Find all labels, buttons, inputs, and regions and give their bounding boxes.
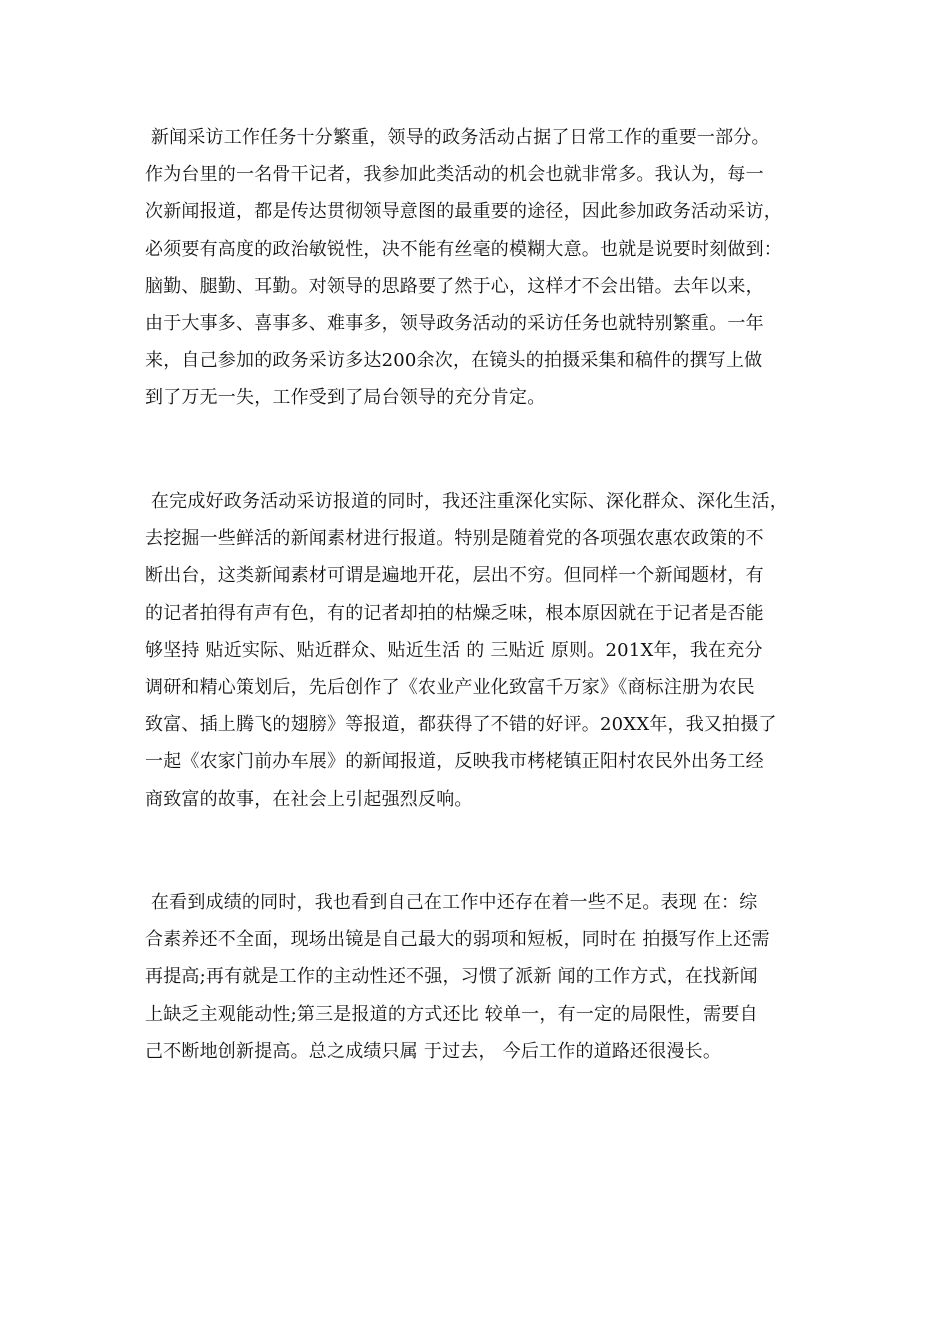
text-line: 己不断地创新提高。总之成绩只属 于过去， 今后工作的道路还很漫长。 (145, 1040, 722, 1062)
text-line: 商致富的故事，在社会上引起强烈反响。 (145, 788, 473, 810)
text-line: 在看到成绩的同时，我也看到自己在工作中还存在着一些不足。表现 在：综 (145, 892, 758, 913)
paragraph-2 (145, 483, 825, 818)
text-line: 作为台里的一名骨干记者，我参加此类活动的机会也就非常多。我认为，每一 (145, 164, 764, 186)
paragraph-1 (145, 119, 825, 417)
text-line: 调研和精心策划后，先后创作了《农业产业化致富千万家》《商标注册为农民 (145, 676, 755, 698)
text-line: 在完成好政务活动采访报道的同时，我还注重深化实际、深化群众、深化生活， (145, 491, 788, 512)
text-line: 由于大事多、喜事多、难事多，领导政务活动的采访任务也就特别繁重。一年 (145, 312, 764, 334)
text-line: 到了万无一失，工作受到了局台领导的充分肯定。 (145, 387, 546, 409)
text-line: 次新闻报道，都是传达贯彻领导意图的最重要的途径，因此参加政务活动采访， (145, 201, 782, 223)
text-line: 新闻采访工作任务十分繁重，领导的政务活动占据了日常工作的重要一部分。 (145, 127, 770, 148)
text-line: 上缺乏主观能动性;第三是报道的方式还比 较单一，有一定的局限性，需要自 (145, 1003, 758, 1025)
text-line: 的记者拍得有声有色，有的记者却拍的枯燥乏味，根本原因就在于记者是否能 (145, 602, 764, 624)
text-line: 一起《农家门前办车展》的新闻报道，反映我市栲栳镇正阳村农民外出务工经 (145, 751, 764, 773)
text-line: 再提高;再有就是工作的主动性还不强，习惯了派新 闻的工作方式，在找新闻 (145, 966, 758, 988)
text-line: 脑勤、腿勤、耳勤。对领导的思路要了然于心，这样才不会出错。去年以来， (145, 275, 764, 297)
paragraph-3 (145, 884, 825, 1070)
text-line: 去挖掘一些鲜活的新闻素材进行报道。特别是随着党的各项强农惠农政策的不 (145, 528, 764, 550)
text-line: 合素养还不全面，现场出镜是自己最大的弱项和短板，同时在 拍摄写作上还需 (145, 929, 770, 951)
text-line: 必须要有高度的政治敏锐性，决不能有丝毫的模糊大意。也就是说要时刻做到： (145, 238, 782, 260)
text-line: 来，自己参加的政务采访多达200余次，在镜头的拍摄采集和稿件的撰写上做 (145, 350, 763, 372)
text-line: 致富、插上腾飞的翅膀》等报道，都获得了不错的好评。20XX年，我又拍摄了 (145, 714, 777, 736)
text-line: 够坚持 贴近实际、贴近群众、贴近生活 的 三贴近 原则。201X年，我在充分 (145, 639, 763, 661)
text-line: 断出台，这类新闻素材可谓是遍地开花，层出不穷。但同样一个新闻题材，有 (145, 565, 764, 587)
